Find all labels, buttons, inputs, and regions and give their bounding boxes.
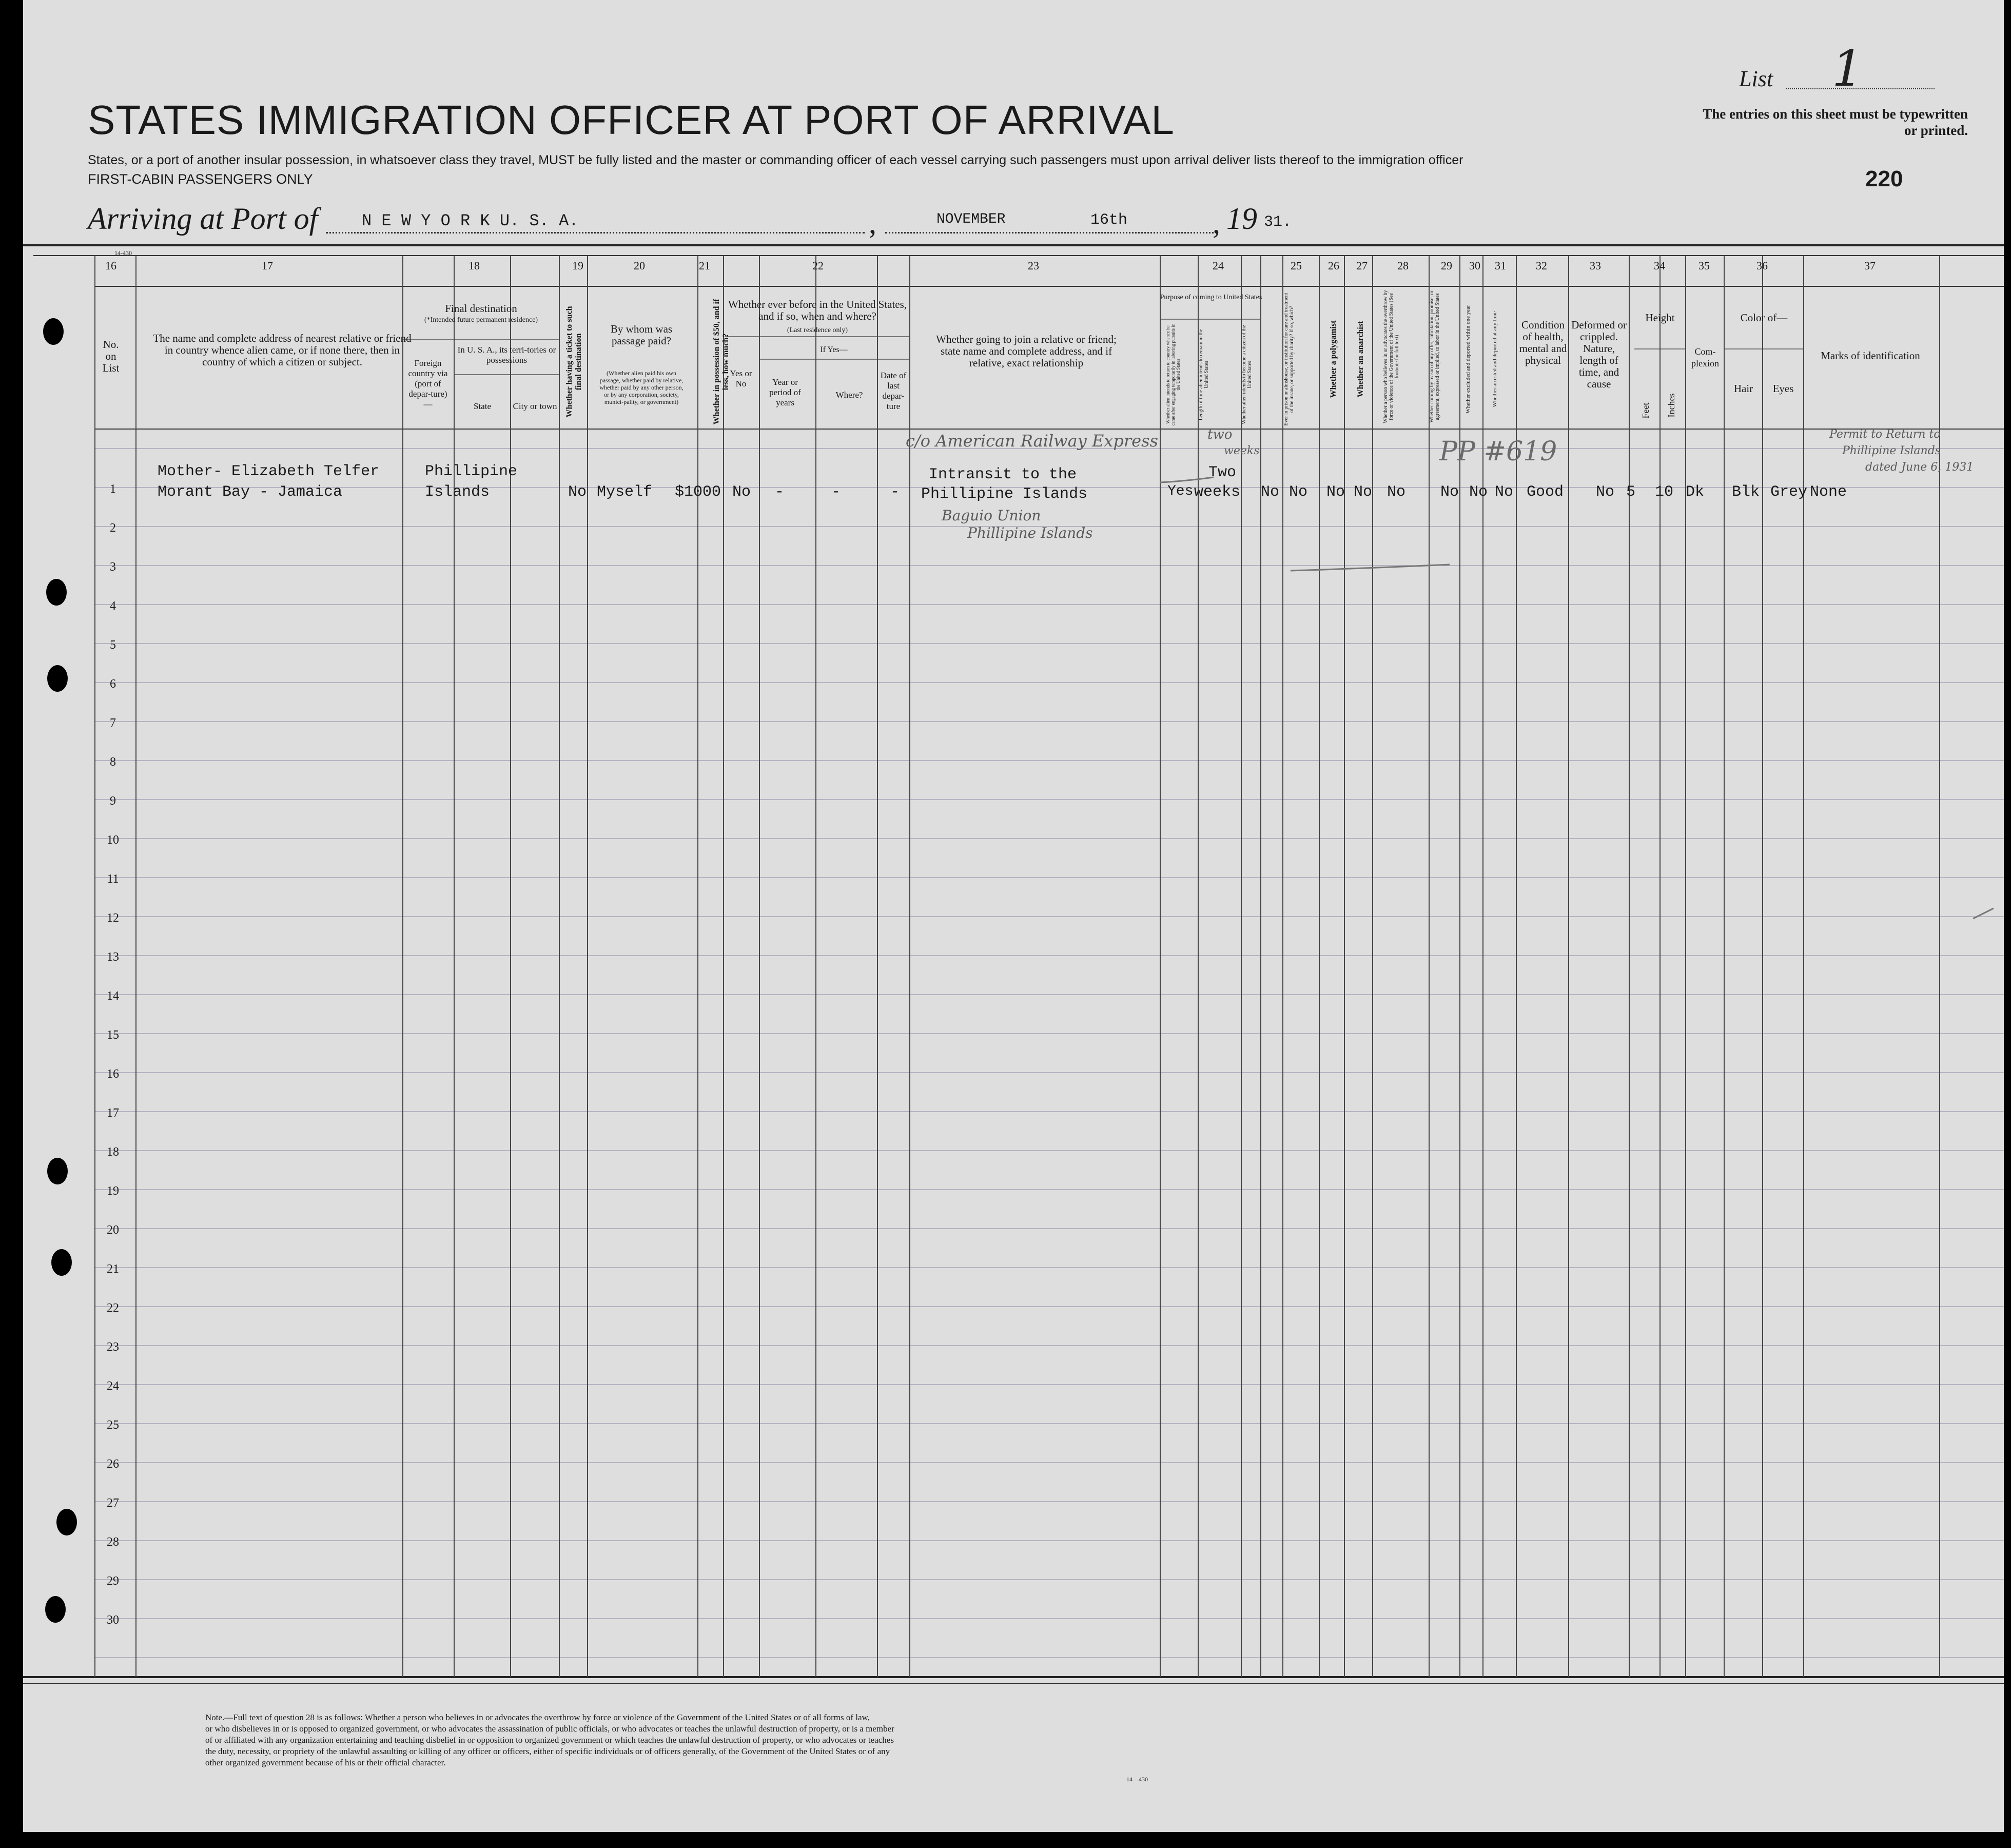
- row-number: 4: [110, 599, 116, 613]
- punch-hole: [45, 1596, 66, 1623]
- entry-where: -: [831, 483, 841, 501]
- header-in-usa: In U. S. A., its terri-tories or possessions: [457, 345, 556, 365]
- entry-ticket: No: [568, 483, 587, 501]
- row-number: 11: [107, 872, 119, 886]
- row-number: 3: [110, 560, 116, 574]
- entry-relative-line2: Morant Bay - Jamaica: [158, 483, 343, 501]
- comma-1: ,: [869, 206, 876, 240]
- row-number: 10: [107, 833, 119, 847]
- header-question-28: Whether a person who believes in or advocates the overthrow by force or violence of the Government of the United States (See footnote for full text): [1383, 290, 1400, 423]
- row-number: 6: [110, 677, 116, 691]
- entry-intends-return: Yes: [1167, 483, 1194, 499]
- entry-citizen: No: [1261, 483, 1280, 501]
- entry-relative-line1: Mother- Elizabeth Telfer: [158, 463, 380, 480]
- footnote: [205, 1712, 1190, 1768]
- footnote-line: Note.—Full text of question 28 is as follows: Whether a person who believes in or advocates the overthrow by force or violence of the Government of the United States or of all forms of law,: [205, 1713, 870, 1722]
- header-purpose: Purpose of coming to United States: [1160, 294, 1262, 301]
- row-number: 25: [107, 1418, 119, 1432]
- punch-hole: [56, 1509, 77, 1535]
- header-marks: Marks of identification: [1821, 349, 1920, 362]
- header-inches: Inches: [1666, 393, 1676, 418]
- handwritten-permit-3: dated June 6, 1931: [1865, 461, 1974, 474]
- handwritten-stay-2: weeks: [1224, 444, 1260, 457]
- port-name: N E W Y O R K U. S. A.: [362, 211, 579, 230]
- entry-eyes: Grey: [1770, 483, 1808, 501]
- header-purpose-citizen: Whether alien intends to become a citizen of the United States: [1241, 325, 1253, 424]
- header-before-in-us-sub: (Last residence only): [787, 326, 848, 334]
- first-cabin-label: FIRST-CABIN PASSENGERS ONLY: [88, 171, 313, 187]
- stamp-number: 220: [1865, 166, 1903, 191]
- list-number: 1: [1832, 40, 1864, 98]
- row-number: 13: [107, 950, 119, 964]
- entry-stay-line2: weeks: [1194, 483, 1241, 501]
- subtitle-line: States, or a port of another insular possession, in whatsoever class they travel, MUST be fully listed and the master or commanding officer of each vessel carrying such passengers must upon arrival deliver lists thereof to the immigration officer: [88, 153, 1463, 167]
- row-number: 29: [107, 1574, 119, 1588]
- row-number: 23: [107, 1340, 119, 1354]
- footnote-line: other organized government because of his or their official character.: [205, 1758, 446, 1767]
- footnote-line: or who disbelieves in or is opposed to organized government, or who advocates the assassination of public officials, or who advocates or teaches the unlawful destruction of property, or is a member: [205, 1724, 894, 1734]
- handwritten-destination-2: Phillipine Islands: [967, 524, 1093, 541]
- row-number: 17: [107, 1106, 119, 1120]
- manifest-sheet: [23, 0, 2004, 1832]
- row-number: 28: [107, 1535, 119, 1549]
- handwritten-permit-1: Permit to Return to: [1829, 428, 1941, 441]
- handwritten-permit-2: Phillipine Islands: [1842, 444, 1941, 457]
- row-number: 8: [110, 755, 116, 769]
- footnote-line: the duty, necessity, or propriety of the unlawful assaulting or killing of any officer or officers, either of specific individuals or of officers generally, of the Government of the United States or of any: [205, 1746, 890, 1756]
- header-money: Whether in possession of $50, and if less, how much?: [712, 299, 730, 425]
- entry-feet: 5: [1626, 483, 1636, 501]
- row-number: 16: [107, 1067, 119, 1081]
- punch-hole: [51, 1249, 72, 1276]
- punch-hole: [47, 665, 68, 692]
- header-deformed: Deformed or crippled. Nature, length of time, and cause: [1571, 319, 1627, 390]
- row-number: 12: [107, 911, 119, 925]
- header-purpose-length: Length of time alien intends to remain in the United States: [1198, 328, 1209, 421]
- entry-joining-line2: Phillipine Islands: [921, 485, 1088, 503]
- header-hair: Hair: [1733, 382, 1753, 395]
- arriving-label: Arriving at Port of: [88, 202, 318, 236]
- row-number: 26: [107, 1457, 119, 1471]
- header-date-departure: Date of last depar-ture: [880, 371, 907, 411]
- form-code-top: 14-430: [114, 249, 132, 257]
- handwritten-stay-1: two: [1207, 427, 1233, 442]
- header-feet: Feet: [1641, 402, 1651, 419]
- header-city: City or town: [513, 401, 557, 411]
- header-complexion: Com-plexion: [1691, 346, 1719, 368]
- row-number: 1: [110, 482, 116, 496]
- header-offer: Whether coming by reason of any offer, solicitation, promise, or agreement, expressed or implied, to labor in the United States: [1429, 290, 1440, 423]
- row-number: 7: [110, 716, 116, 730]
- entry-arrested: No: [1495, 483, 1514, 501]
- header-polygamist: Whether a polygamist: [1329, 320, 1338, 398]
- header-before-in-us: Whether ever before in the United States, and if so, when and where?: [728, 298, 907, 322]
- row-number: 22: [107, 1301, 119, 1315]
- punch-hole: [43, 318, 64, 345]
- header-foreign-country: Foreign country via (port of depar-ture)—: [408, 358, 448, 409]
- arrival-month: NOVEMBER: [936, 211, 1006, 227]
- entry-hair: Blk: [1732, 483, 1760, 501]
- header-years: Year or period of years: [769, 377, 801, 407]
- header-ticket: Whether having a ticket to such final destination: [565, 306, 583, 418]
- header-excluded: Whether excluded and deported within one year: [1465, 305, 1471, 414]
- row-number: 15: [107, 1028, 119, 1042]
- punch-hole: [46, 579, 67, 606]
- row-number: 5: [110, 638, 116, 652]
- row-number: 9: [110, 794, 116, 808]
- typewritten-notice: The entries on this sheet must be typewritten or printed.: [1703, 106, 1968, 138]
- row-number: 30: [107, 1613, 119, 1627]
- header-prison: Ever in prison or almshouse, or institution for care and treatment of the insane, or supported by charity? If so, which?: [1283, 293, 1295, 426]
- entry-before-us: No: [732, 483, 751, 501]
- list-label: List: [1739, 66, 1773, 91]
- header-arrested: Whether arrested and deported at any time: [1492, 311, 1498, 407]
- column-numbers: 16 17 18 19 20 21 22 23 24 25 26 27 28 29 30 31 32 33 34 35 36 37: [105, 259, 1876, 272]
- footnote-line: of or affiliated with any organization entertaining and teaching disbelief in or opposition to organized government or which teaches the unlawful destruction of property, or who advocates or teaches: [205, 1735, 894, 1745]
- year-suffix: 31.: [1264, 213, 1292, 231]
- page-title: STATES IMMIGRATION OFFICER AT PORT OF ARRIVAL: [88, 97, 1175, 143]
- entry-prison: No: [1289, 483, 1308, 501]
- header-purpose-return: Whether alien intends to return to country whence he came after engaging temporarily in laboring pursuits in the United States: [1165, 323, 1181, 426]
- header-color-of: Color of—: [1740, 312, 1788, 324]
- entry-question-28: No: [1387, 483, 1406, 501]
- header-eyes: Eyes: [1772, 382, 1794, 395]
- header-final-destination-sub: (*Intended future permanent residence): [424, 316, 538, 324]
- header-no-on-list: No. on List: [102, 338, 120, 374]
- entry-years: -: [775, 483, 785, 501]
- entry-complexion: Dk: [1686, 483, 1705, 501]
- header-yes-or-no: Yes or No: [730, 368, 752, 388]
- form-code-bottom: 14—430: [1126, 1776, 1148, 1783]
- entry-foreign-line2: Islands: [425, 483, 490, 501]
- header-final-destination: Final destination: [445, 302, 517, 315]
- handwritten-express: c/o American Railway Express: [906, 431, 1158, 451]
- handwritten-pp-number: PP #619: [1439, 436, 1557, 467]
- header-passage-paid-sub: (Whether alien paid his own passage, whether paid by relative, whether paid by any other person, or by any corporation, society, munici-pality, or government): [599, 369, 684, 405]
- arrival-day: 16th: [1090, 211, 1128, 229]
- row-number: 27: [107, 1496, 119, 1510]
- row-number: 14: [107, 989, 119, 1003]
- handwritten-destination-1: Baguio Union: [942, 507, 1041, 524]
- entry-deformed: No: [1596, 483, 1615, 501]
- header-where: Where?: [835, 390, 863, 400]
- row-number: 18: [107, 1145, 119, 1159]
- header-state: State: [474, 401, 491, 411]
- entry-joining-line1: Intransit to the: [929, 466, 1077, 483]
- header-if-yes: If Yes—: [820, 345, 848, 354]
- header-relative-address: The name and complete address of nearest relative or friend in country whence alien came, or if none there, then in country of which a citizen or subject.: [153, 332, 412, 368]
- entry-anarchist: No: [1354, 483, 1373, 501]
- entry-foreign-line1: Phillipine: [425, 463, 518, 480]
- entry-paid-by: Myself: [597, 483, 653, 501]
- header-anarchist: Whether an anarchist: [1356, 321, 1365, 398]
- entry-excluded: No: [1469, 483, 1488, 501]
- entry-money: $1000: [675, 483, 721, 501]
- entry-health: Good: [1527, 483, 1564, 501]
- row-number: 20: [107, 1223, 119, 1237]
- row-number: 2: [110, 521, 116, 535]
- punch-hole: [47, 1158, 68, 1184]
- entry-date: -: [890, 483, 900, 501]
- entry-offer: No: [1440, 483, 1459, 501]
- entry-stay-line1: Two: [1208, 464, 1237, 481]
- header-passage-paid: By whom was passage paid?: [610, 323, 673, 347]
- entry-polygamist: No: [1326, 483, 1345, 501]
- header-going-to-join: Whether going to join a relative or friend; state name and complete address, and if relative, exact relationship: [936, 333, 1117, 369]
- header-height: Height: [1645, 312, 1675, 324]
- comma-2: ,: [1213, 206, 1220, 240]
- year-prefix: 19: [1226, 202, 1257, 236]
- row-number: 19: [107, 1184, 119, 1198]
- header-health: Condition of health, mental and physical: [1519, 319, 1567, 366]
- row-number: 24: [107, 1379, 119, 1393]
- entry-inches: 10: [1655, 483, 1674, 501]
- entry-marks: None: [1810, 483, 1847, 501]
- row-number: 21: [107, 1262, 119, 1276]
